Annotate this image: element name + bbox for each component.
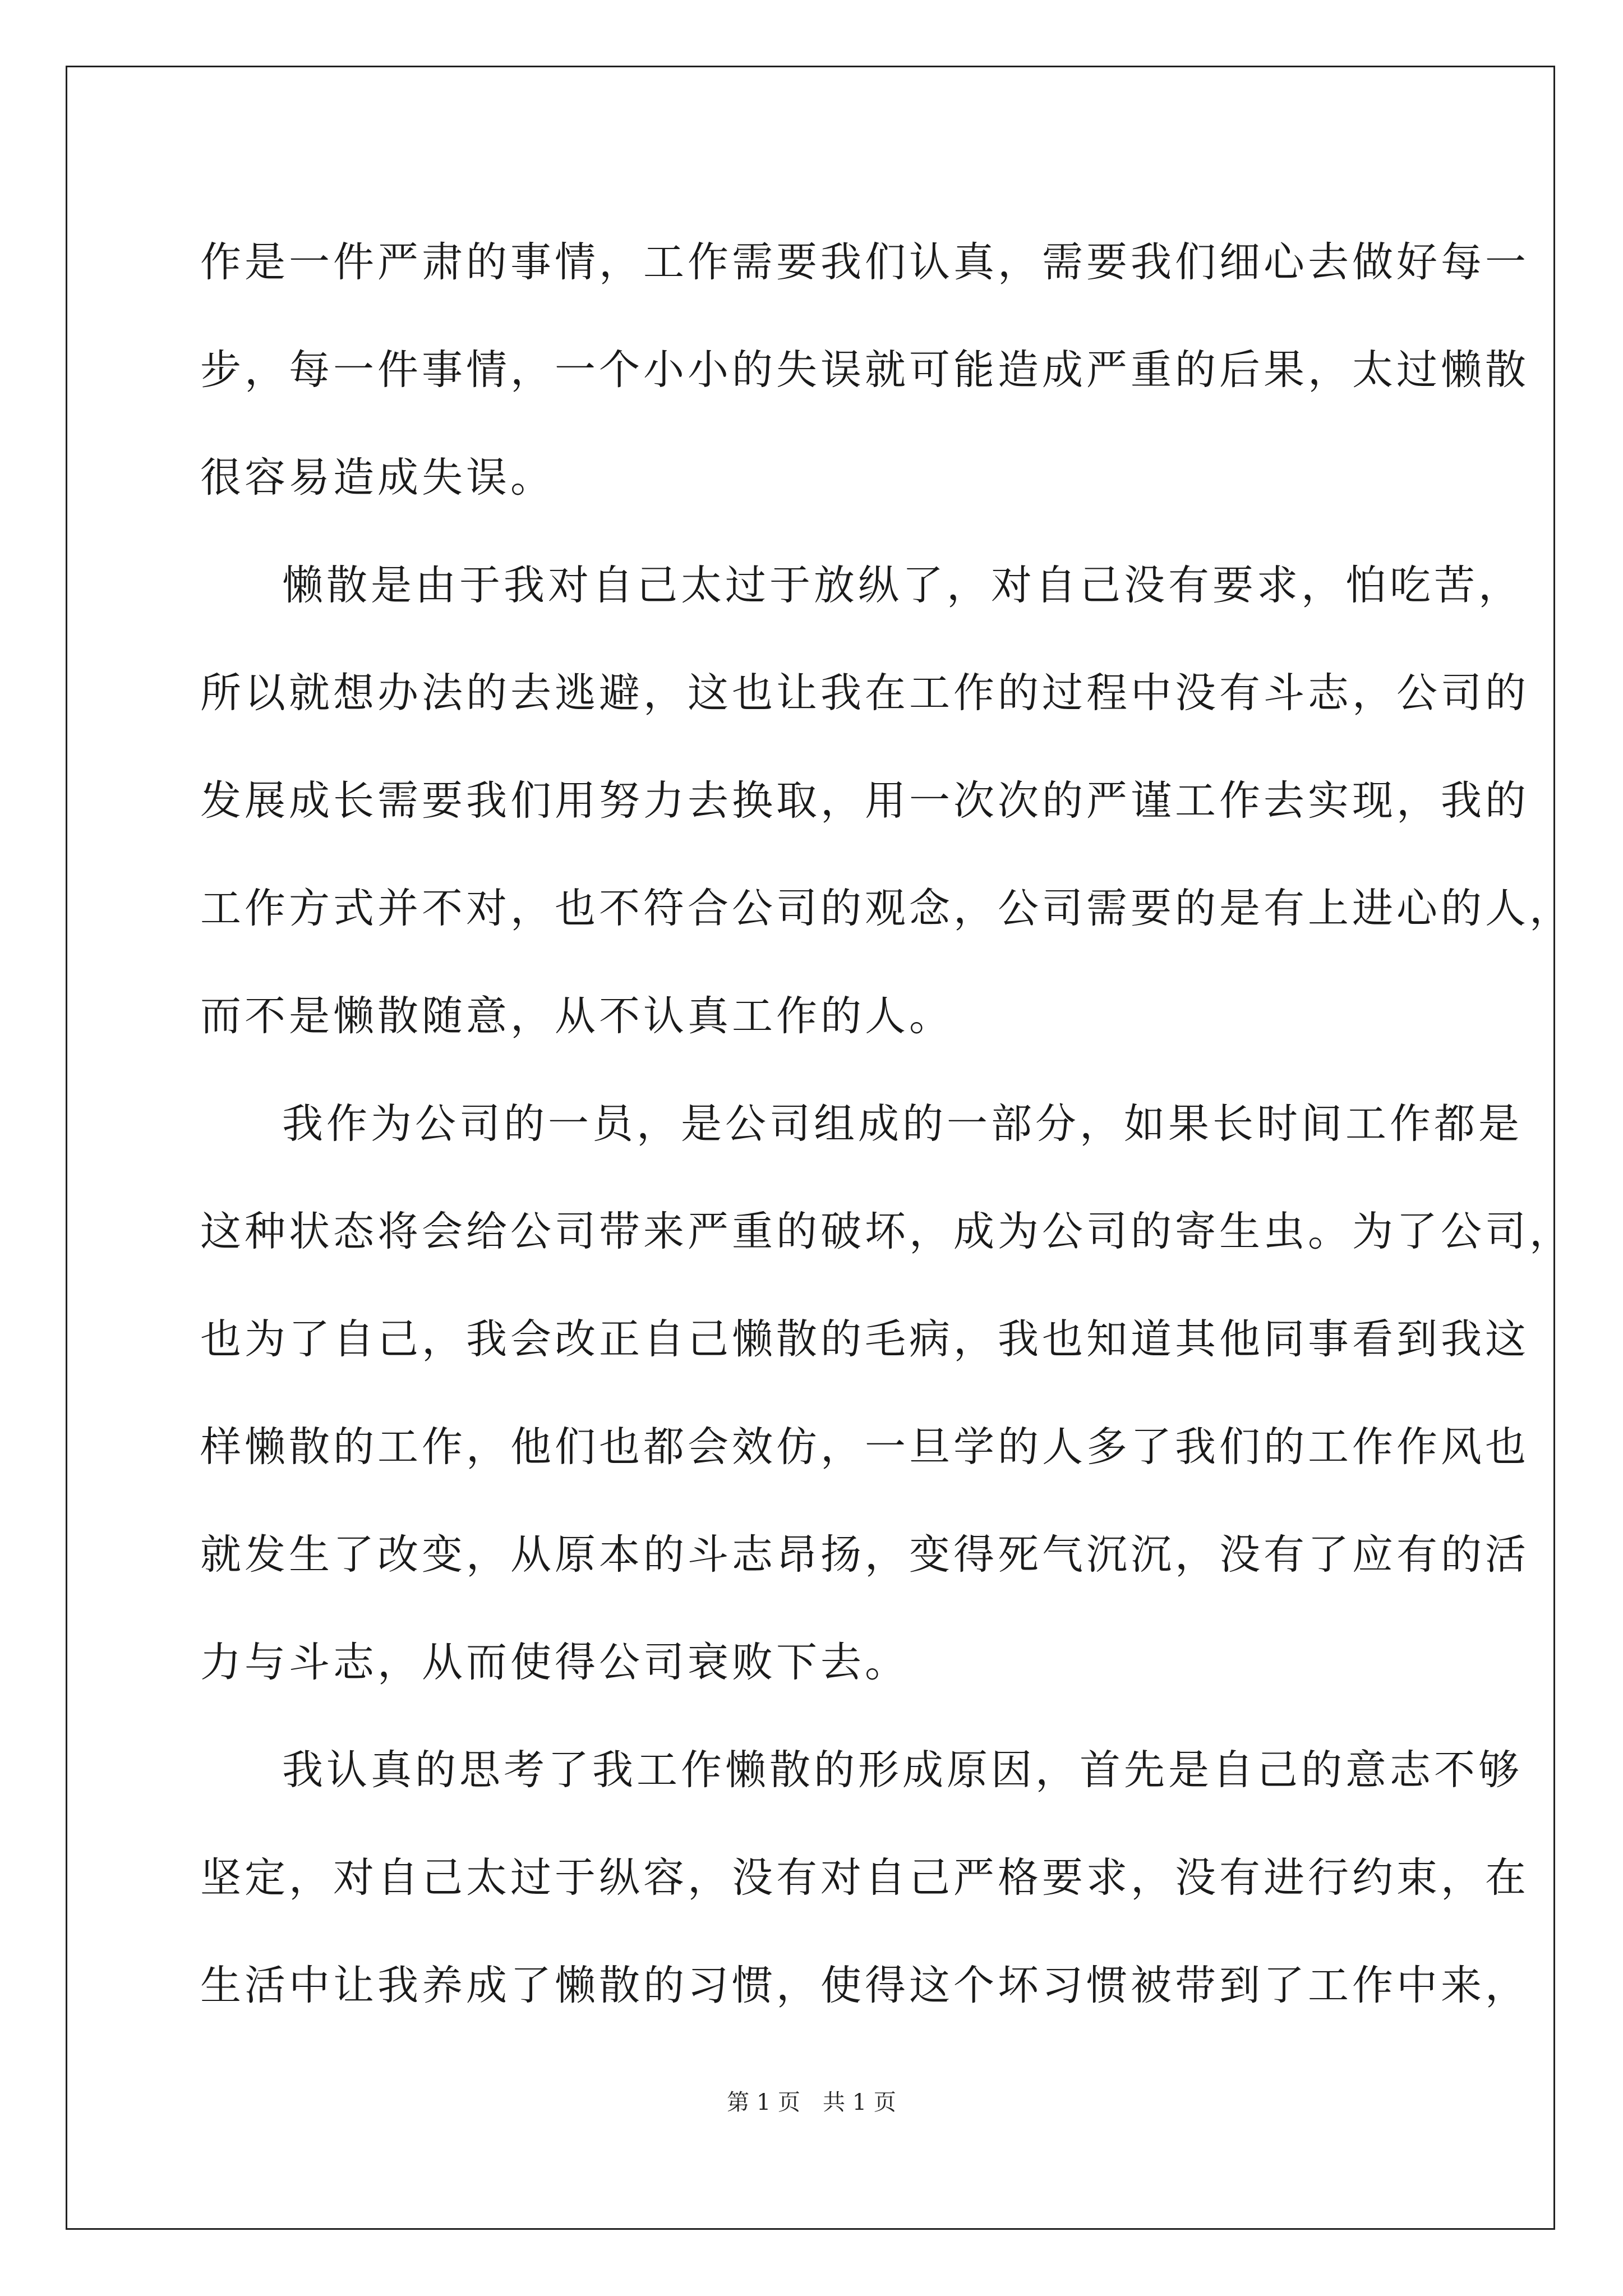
body-line: 步，每一件事情，一个小小的失误就可能造成严重的后果，太过懒散 (200, 346, 1529, 394)
body-line: 这种状态将会给公司带来严重的破坏，成为公司的寄生虫。为了公司， (200, 1208, 1574, 1255)
body-line: 生活中让我养成了懒散的习惯，使得这个坏习惯被带到了工作中来， (200, 1962, 1529, 2009)
body-line: 很容易造成失误。 (200, 454, 555, 501)
body-line: 也为了自己，我会改正自己懒散的毛病，我也知道其他同事看到我这 (200, 1315, 1529, 1363)
paragraph-start-line: 我认真的思考了我工作懒散的形成原因，首先是自己的意志不够 (282, 1746, 1523, 1794)
body-line: 就发生了改变，从原本的斗志昂扬，变得死气沉沉，没有了应有的活 (200, 1531, 1529, 1579)
paragraph-start-line: 我作为公司的一员，是公司组成的一部分，如果长时间工作都是 (282, 1100, 1523, 1148)
body-line: 样懒散的工作，他们也都会效仿，一旦学的人多了我们的工作作风也 (200, 1423, 1529, 1471)
body-line: 力与斗志，从而使得公司衰败下去。 (200, 1639, 909, 1686)
document-body (200, 209, 1574, 2040)
page-number-footer: 第 1 页 共 1 页 (727, 2090, 896, 2115)
body-line: 坚定，对自己太过于纵容，没有对自己严格要求，没有进行约束，在 (200, 1854, 1529, 1902)
body-line: 发展成长需要我们用努力去换取，用一次次的严谨工作去实现，我的 (200, 777, 1529, 825)
paragraph-start-line: 懒散是由于我对自己太过于放纵了，对自己没有要求，怕吃苦， (282, 562, 1523, 609)
body-line: 作是一件严肃的事情，工作需要我们认真，需要我们细心去做好每一 (200, 238, 1529, 286)
body-line: 所以就想办法的去逃避，这也让我在工作的过程中没有斗志，公司的 (200, 669, 1529, 717)
body-line: 工作方式并不对，也不符合公司的观念，公司需要的是有上进心的人， (200, 885, 1574, 932)
body-line: 而不是懒散随意，从不认真工作的人。 (200, 992, 953, 1040)
